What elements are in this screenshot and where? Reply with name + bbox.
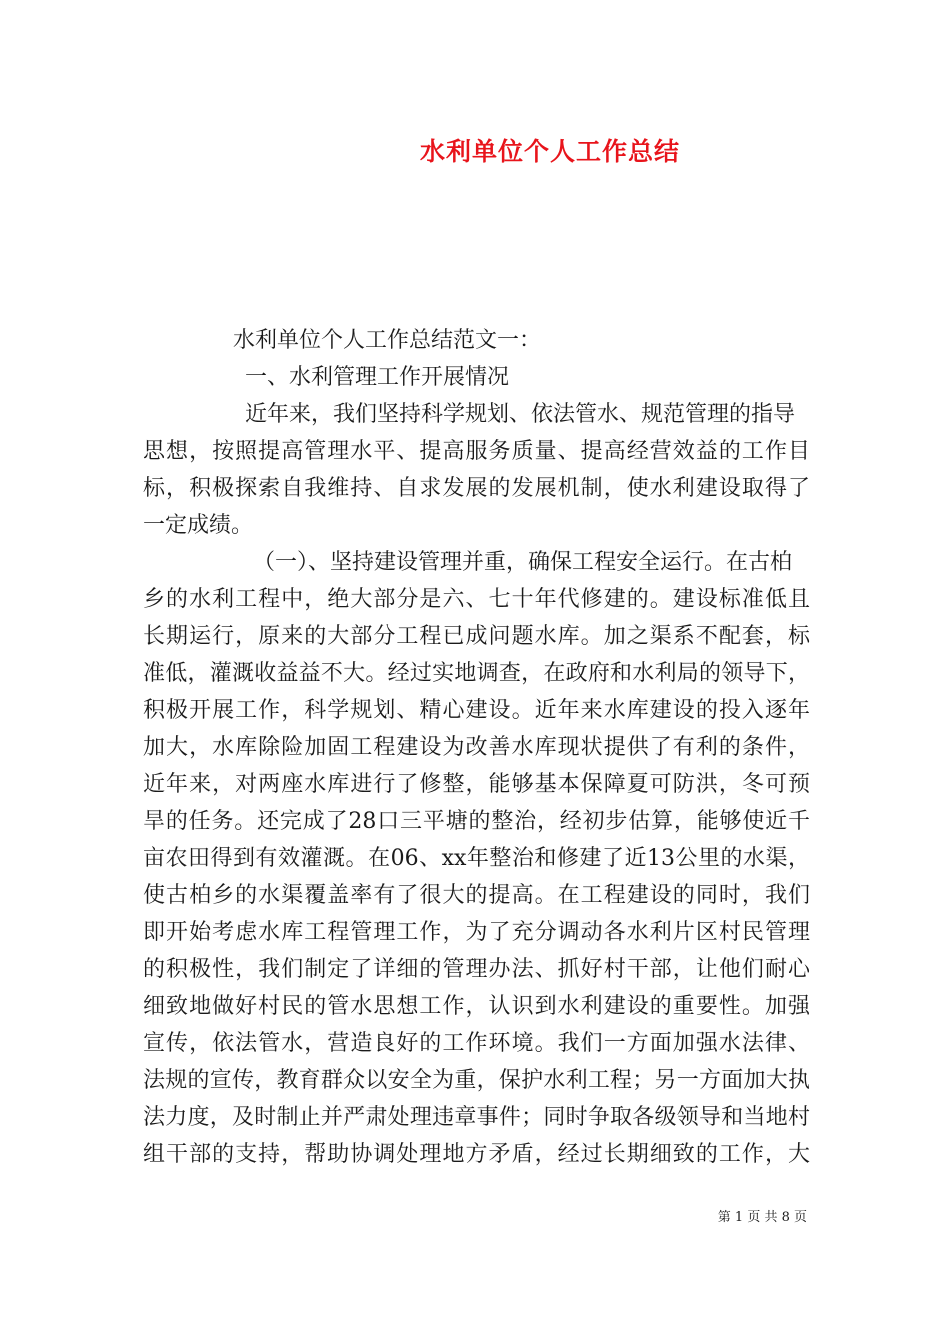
section-heading: 一、水利管理工作开展情况: [245, 365, 510, 390]
paragraph-2-line: 加大，水库除险加固工程建设为改善水库现状提供了有利的条件，: [143, 735, 810, 760]
document-title: 水利单位个人工作总结: [419, 137, 680, 166]
paragraph-1-line: 一定成绩。: [143, 513, 254, 538]
paragraph-2-line: 即开始考虑水库工程管理工作，为了充分调动各水利片区村民管理: [143, 920, 810, 945]
paragraph-2-line: 宣传，依法管水，营造良好的工作环境。我们一方面加强水法律、: [143, 1031, 810, 1056]
paragraph-2-line: 细致地做好村民的管水思想工作，认识到水利建设的重要性。加强: [143, 994, 810, 1019]
paragraph-2-line: 长期运行，原来的大部分工程已成问题水库。加之渠系不配套，标: [143, 624, 810, 649]
paragraph-2-line: 积极开展工作，科学规划、精心建设。近年来水库建设的投入逐年: [143, 698, 810, 723]
paragraph-2-line: 准低，灌溉收益益不大。经过实地调查，在政府和水利局的领导下，: [143, 661, 810, 686]
paragraph-1-line: 标，积极探索自我维持、自求发展的发展机制，使水利建设取得了: [143, 476, 810, 501]
paragraph-2-line: （一）、坚持建设管理并重，确保工程安全运行。在古柏: [253, 550, 793, 575]
paragraph-2-line: 亩农田得到有效灌溉。在06、xx年整治和修建了近13公里的水渠，: [143, 846, 810, 871]
paragraph-2-line: 法力度，及时制止并严肃处理违章事件；同时争取各级领导和当地村: [143, 1105, 810, 1130]
paragraph-1-line: 近年来，我们坚持科学规划、依法管水、规范管理的指导: [245, 402, 796, 427]
paragraph-2-line: 的积极性，我们制定了详细的管理办法、抓好村干部，让他们耐心: [143, 957, 810, 982]
document-body: [143, 322, 810, 1173]
paragraph-1-line: 思想，按照提高管理水平、提高服务质量、提高经营效益的工作目: [143, 439, 810, 464]
paragraph-2-line: 旱的任务。还完成了28口三平塘的整治，经初步估算，能够使近千: [143, 809, 810, 834]
paragraph-2-line: 法规的宣传，教育群众以安全为重，保护水利工程；另一方面加大执: [143, 1068, 810, 1093]
paragraph-2-line: 乡的水利工程中，绝大部分是六、七十年代修建的。建设标准低且: [143, 587, 810, 612]
page-number-footer: 第 1 页 共 8 页: [717, 1210, 807, 1225]
paragraph-2-line: 近年来，对两座水库进行了修整，能够基本保障夏可防洪，冬可预: [143, 772, 810, 797]
paragraph-2-line: 组干部的支持，帮助协调处理地方矛盾，经过长期细致的工作，大: [143, 1142, 810, 1167]
paragraph-2-line: 使古柏乡的水渠覆盖率有了很大的提高。在工程建设的同时，我们: [143, 883, 810, 908]
intro-line: 水利单位个人工作总结范文一：: [233, 328, 542, 353]
